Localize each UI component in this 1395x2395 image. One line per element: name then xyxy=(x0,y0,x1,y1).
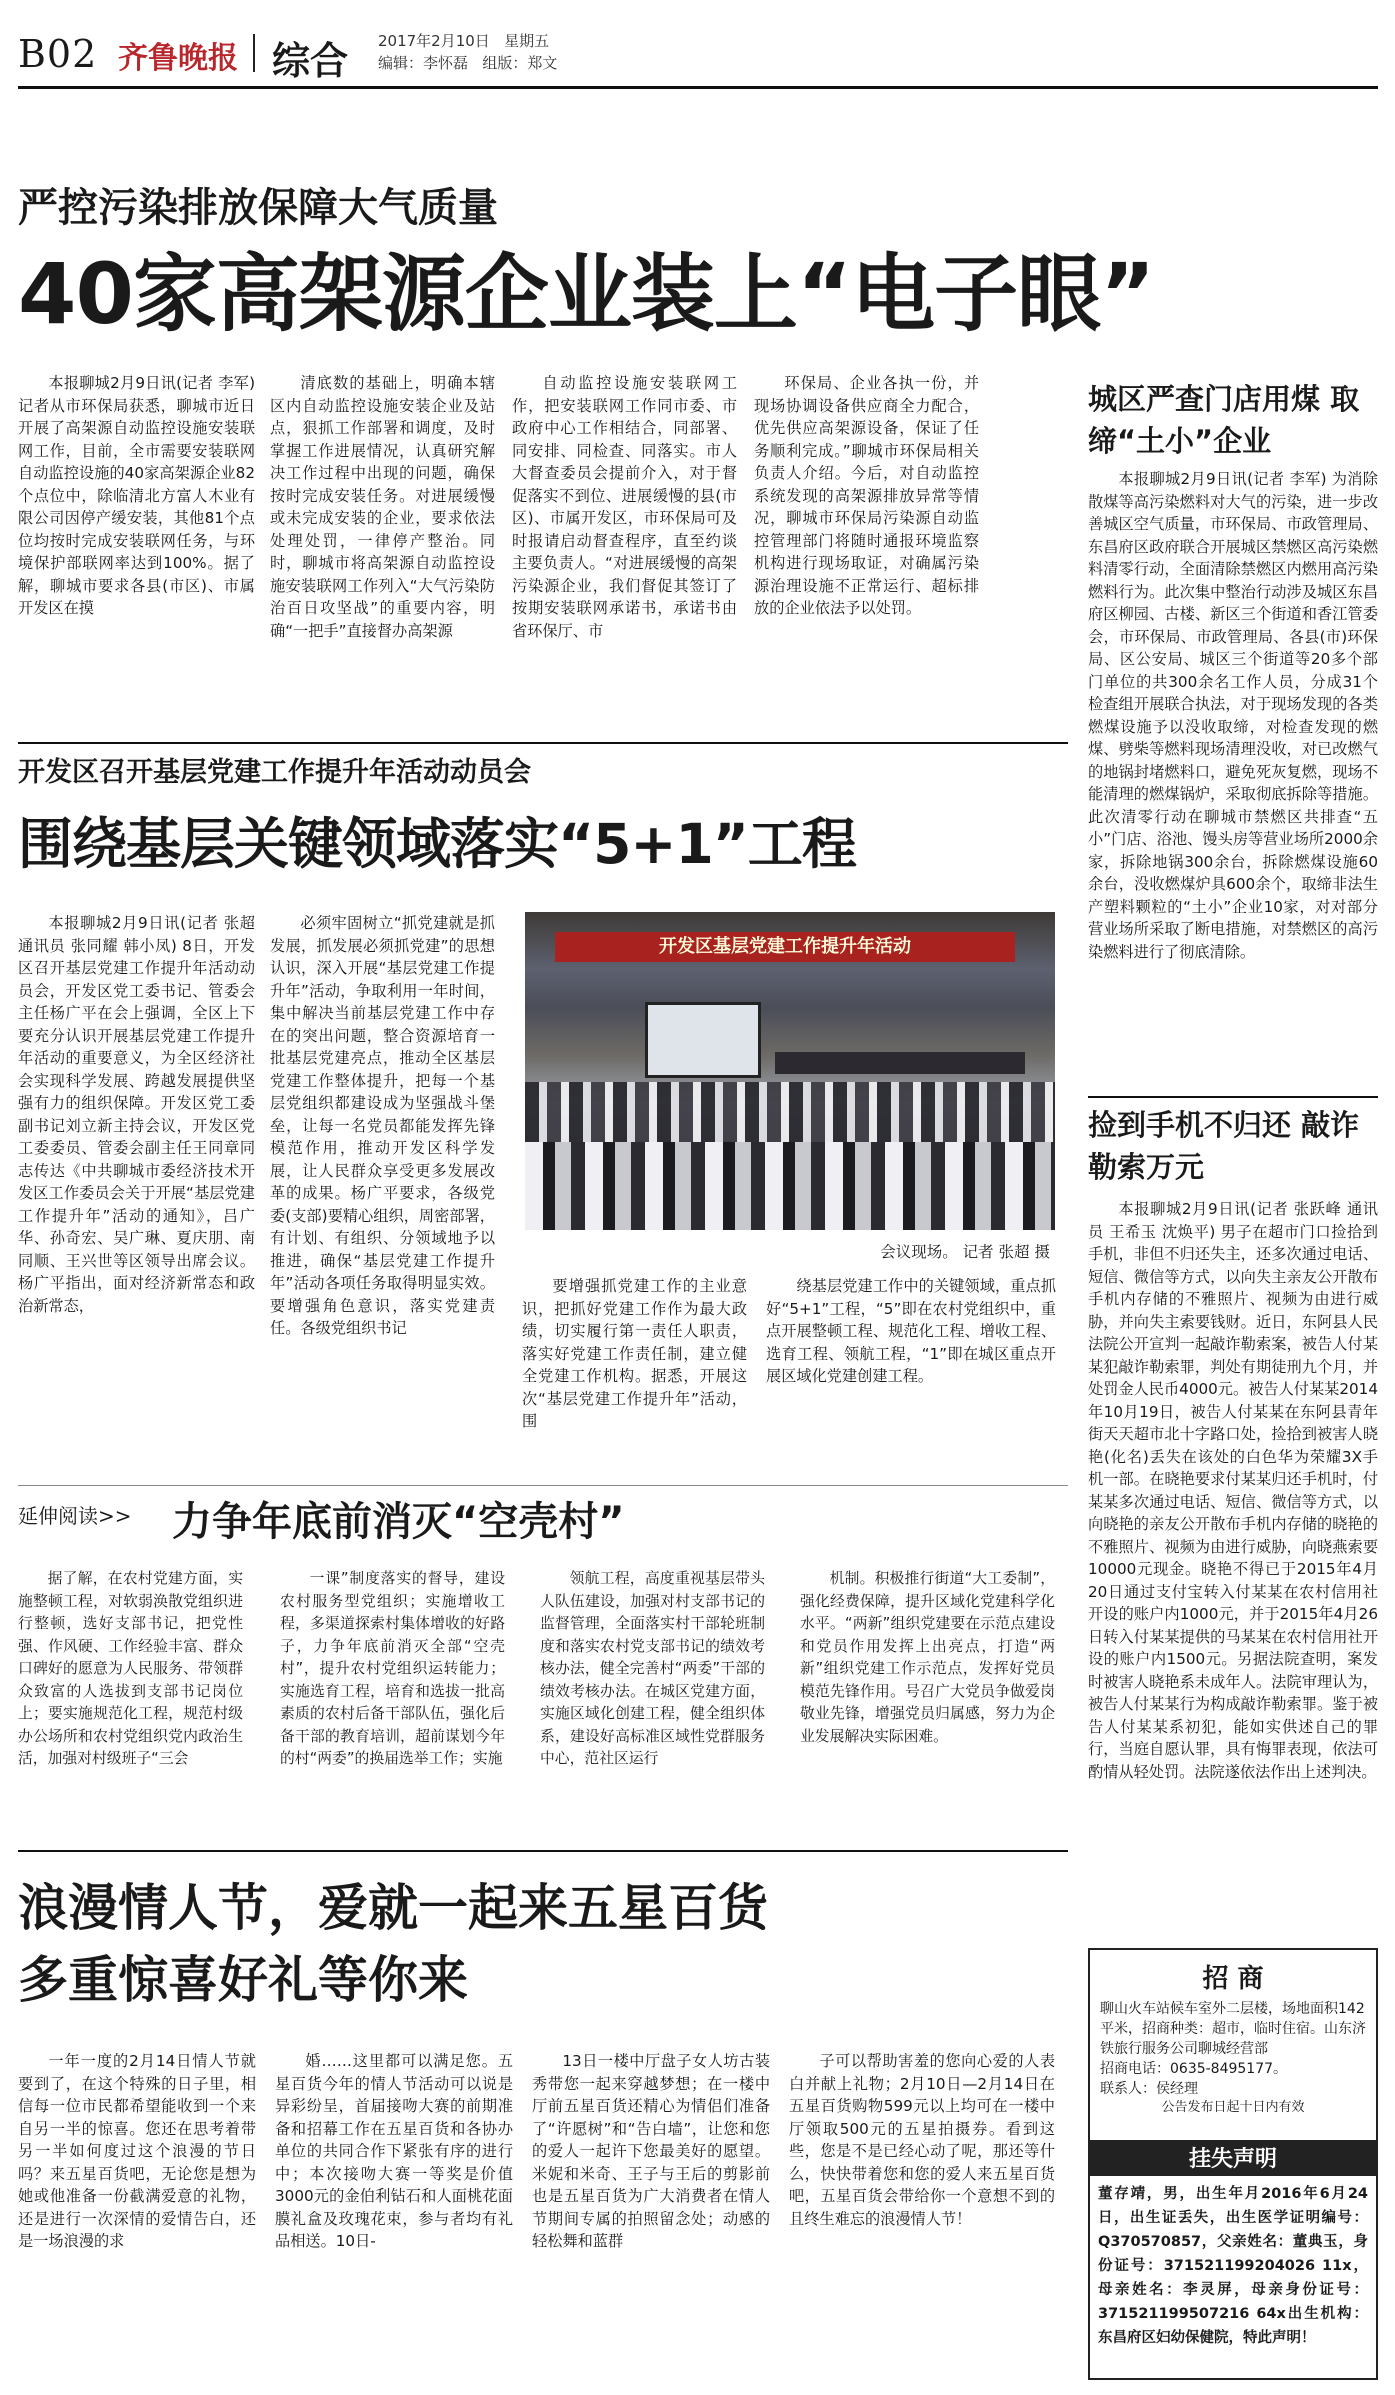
newspaper-name: 齐鲁晚报 xyxy=(118,41,238,76)
classified-note: 公告发布日起十日内有效 xyxy=(1161,2100,1305,2115)
article1-column-1 xyxy=(18,372,255,732)
article3-column-2 xyxy=(280,1568,505,1838)
article2-column-3 xyxy=(522,1275,747,1475)
photo-screen xyxy=(645,1002,761,1078)
article3-column-1 xyxy=(18,1568,243,1838)
article3-col2-text: 一课”制度落实的督导，建设农村服务型党组织；实施增收工程，多渠道探索村集体增收的好路子，力争年底前消灭全部“空壳村”，提升农村党组织运转能力；实施选育工程，培育和选拔一批高素质的农村后备干部队伍，强化后备干部的教育培训，超前谋划今年的村“两委”的换届选举工作；实施 xyxy=(280,1570,505,1767)
classified-body: 聊山火车站候车室外二层楼，场地面积142平米，招商种类：超市，临时住宿。山东济铁旅行服务公司聊城经营部 xyxy=(1100,2001,1366,2057)
article1-column-4 xyxy=(754,372,979,732)
extended-reading-label: 延伸阅读>> xyxy=(18,1504,132,1528)
article3-column-3 xyxy=(540,1568,765,1838)
ad-col3-text: 13日一楼中厅盘子女人坊古装秀带您一起来穿越梦想；在一楼中厅前五星百货还精心为情侣们准备了“许愿树”和“告白墙”，让您和您的爱人一起许下您最美好的愿望。米妮和米奇、王子与王后的剪影前也是五星百货为广大消费者在情人节期间专属的拍照留念处；动感的轻松舞和蓝群 xyxy=(532,2052,770,2250)
notice-body: 董存靖，男，出生年月2016年6月24日，出生证丢失，出生医学证明编号：Q370570857，父亲姓名：董典玉，身份证号：371521199204026 11x，母亲姓名：李灵屏，母亲身份证号：371521199507216 64x出生机构：东昌府区妇幼保健院，特此声明！ xyxy=(1098,2186,1368,2346)
article3-col4-text: 机制。积极推行街道“大工委制”，强化经费保障，提升区域化党建科学化水平。“两新”组织党建要在示范点建设和党员作用发挥上出亮点，打造“两新”组织党建工作示范点，发挥好党员模范先锋作用。号召广大党员争做爱岗敬业先锋，增强党员归属感，努力为企业发展解决实际困难。 xyxy=(800,1570,1055,1745)
article1-headline: 40家高架源企业装上“电子眼” xyxy=(18,245,1155,343)
article1-column-3 xyxy=(512,372,737,732)
meeting-photo xyxy=(525,912,1055,1230)
ad-headline-2: 多重惊喜好礼等你来 xyxy=(18,1951,468,2009)
ad-col4-text: 子可以帮助害羞的您向心爱的人表白并献上礼物；2月10日—2月14日在五星百货购物599元以上均可在一楼中厅领取500元的五星拍摄券。看到这些，您是不是已经心动了呢，那还等什么，快快带着您和您的爱人来五星百货吧，五星百货会带给你一个意想不到的且终生难忘的浪漫情人节！ xyxy=(789,2052,1055,2228)
ad-column-4 xyxy=(789,2050,1055,2380)
article2-column-1 xyxy=(18,912,255,1477)
sidebar2-body xyxy=(1088,1198,1378,1938)
weekday-text: 星期五 xyxy=(504,32,550,50)
sidebar2-body-text: 本报聊城2月9日讯(记者 张跃峰 通讯员 王希玉 沈焕平) 男子在超市门口捡拾到手机，非但不归还失主，还多次通过电话、短信、微信等方式，以向失主亲友公开散布手机内存储的不雅照片、视频为由进行威胁，并向失主索要钱财。近日，东阿县人民法院公开宣判一起敲诈勒索案，被告人付某某犯敲诈勒索罪，判处有期徒刑九个月，并处罚金人民币4000元。被告人付某某2014年10月19日，被告人付某某在东阿县青年街天天超市北十字路口处，捡拾到被害人晓艳(化名)丢失在该处的白色华为荣耀3X手机一部。在晓艳要求付某某归还手机时，付某某多次通过电话、短信、微信等方式，以向晓艳的亲友公开散布手机内存储的晓艳的不雅照片、视频为由进行威胁，向晓燕索要10000元现金。晓艳不得已于2015年4月20日通过支付宝转入付某某在农村信用社开设的账户内1000元，并于2015年4月26日转入付某某提供的马某某在农村信用社开设的账户内1500元。另据法院查明，案发时被害人晓艳系未成年人。法院审理认为，被告人付某某行为构成敲诈勒索罪。鉴于被告人付某某系初犯，能如实供述自己的罪行，当庭自愿认罪，具有悔罪表现，依法可酌情从轻处罚。法院遂依法作出上述判决。 xyxy=(1088,1200,1378,1781)
photo-audience-front xyxy=(525,1142,1055,1230)
article1-col4-text: 环保局、企业各执一份，并现场协调设备供应商全力配合，优先供应高架源设备，保证了任务顺利完成。”聊城市环保局相关负责人介绍。今后，对自动监控系统发现的高架源排放异常等情况，聊城市环保局污染源自动监控管理部门将随时通报环境监察机构进行现场取证，对确属污染源治理设施不正常运行、超标排放的企业依法予以处罚。 xyxy=(754,374,979,617)
classified-phone: 招商电话：0635-8495177。 xyxy=(1100,2061,1288,2077)
article2-col2-text: 必须牢固树立“抓党建就是抓发展，抓发展必须抓党建”的思想认识，深入开展“基层党建工作提升年”活动，争取利用一年时间，集中解决当前基层党建工作中存在的突出问题，整合资源培育一批基层党建亮点，推动全区基层党建工作整体提升，把每一个基层党组织都建设成为坚强战斗堡垒，让每一名党员都能发挥先锋模范作用，推动开发区科学发展，让人民群众享受更多发展改革的成果。杨广平要求，各级党委(支部)要精心组织，周密部署，有计划、有组织、分领域地予以推进，确保“基层党建工作提升年”活动各项任务取得明显实效。要增强角色意识，落实党建责任。各级党组织书记 xyxy=(270,914,495,1337)
page-number: B02 xyxy=(18,32,98,76)
sidebar1-body xyxy=(1088,468,1378,1092)
notice-title: 挂失声明 xyxy=(1090,2144,1376,2176)
article1-kicker: 严控污染排放保障大气质量 xyxy=(18,185,498,231)
article2-column-4 xyxy=(766,1275,1056,1475)
article3-headline: 力争年底前消灭“空壳村” xyxy=(172,1499,625,1545)
photo-caption: 会议现场。 记者 张超 摄 xyxy=(880,1243,1050,1261)
header-divider xyxy=(253,34,255,72)
article2-col1-text: 本报聊城2月9日讯(记者 张超 通讯员 张同耀 韩小凤) 8日，开发区召开基层党建工作提升年活动动员会，开发区党工委书记、管委会主任杨广平在会上强调，全区上下要充分认识开展基层党建工作提升年活动的重要意义，为全区经济社会实现科学发展、跨越发展提供坚强有力的组织保障。开发区党工委副书记刘立新主持会议，开发区党工委委员、管委会副主任王同章同志传达《中共聊城市委经济技术开发区工作委员会关于开展“基层党建工作提升年”活动的通知》，吕广华、孙奇宏、吴广琳、夏庆朋、南同顺、王兴世等区领导出席会议。杨广平指出，面对经济新常态和政治新常态， xyxy=(18,914,255,1315)
article3-col3-text: 领航工程，高度重视基层带头人队伍建设，加强对村支部书记的监督管理，全面落实村干部轮班制度和落实农村党支部书记的绩效考核办法，健全完善村“两委”干部的绩效考核办法。在城区党建方面，实施区域化创建工程，健全组织体系，建设好高标准区域性党群服务中心，范社区运行 xyxy=(540,1570,765,1767)
editor-credit: 编辑：李怀磊 xyxy=(378,54,469,72)
article2-headline: 围绕基层关键领域落实“5+1”工程 xyxy=(18,812,856,876)
classified-box xyxy=(1088,1948,1378,2142)
article2-col3-text: 要增强抓党建工作的主业意识，把抓好党建工作作为最大政绩，切实履行第一责任人职责，落实好党建工作责任制，建立健全党建工作机构。据悉，开展这次“基层党建工作提升年”活动，围 xyxy=(522,1277,747,1430)
ad-top-rule xyxy=(18,1850,1068,1852)
article1-column-2 xyxy=(270,372,495,732)
ad-headline-1: 浪漫情人节，爱就一起来五星百货 xyxy=(18,1879,768,1937)
ad-col2-text: 婚……这里都可以满足您。五星百货今年的情人节活动可以说是异彩纷呈，首届接吻大赛的前期准备和招幕工作在五星百货和各协办单位的共同合作下紧张有序的进行中；本次接吻大赛一等奖是价值3000元的金伯利钻石和人面桃花面膜礼盒及玫瑰花束，参与者均有礼品相送。10日- xyxy=(275,2052,513,2250)
article1-col3-text: 自动监控设施安装联网工作，把安装联网工作同市委、市政府中心工作相结合，同部署、同安排、同检查、同落实。市人大督查委员会提前介入，对于督促落实不到位、进展缓慢的县(市区)、市属开发区，市环保局可及时报请启动督查程序，直至约谈主要负责人。“对进展缓慢的高架污染源企业，我们督促其签订了按期安装联网承诺书，承诺书由省环保厅、市 xyxy=(512,374,737,640)
section-name: 综合 xyxy=(272,38,349,83)
article3-top-rule xyxy=(18,1485,1068,1486)
article3-col1-text: 据了解，在农村党建方面，实施整顿工程，对软弱涣散党组织进行整顿，选好支部书记，把党性强、作风硬、工作经验丰富、群众口碑好的愿意为人民服务、带领群众致富的人选拔到支部书记岗位上；要实施规范化工程，规范村级办公场所和农村党组织党内政治生活，加强对村级班子“三会 xyxy=(18,1570,243,1767)
ad-col1-text: 一年一度的2月14日情人节就要到了，在这个特殊的日子里，相信每一位市民都希望能收到一个来自另一半的惊喜。您还在思考着带另一半如何度过这个浪漫的节日吗？来五星百货吧，无论您是想为她或他准备一份截满爱意的礼物，还是进行一次深情的爱情告白，还是一场浪漫的求 xyxy=(18,2052,256,2250)
ad-column-2 xyxy=(275,2050,513,2380)
article2-column-2 xyxy=(270,912,495,1477)
sidebar1-headline: 城区严查门店用煤 取缔“土小”企业 xyxy=(1088,382,1360,458)
article2-kicker: 开发区召开基层党建工作提升年活动动员会 xyxy=(18,757,531,788)
classified-title: 招 商 xyxy=(1202,1964,1264,1994)
article2-top-rule xyxy=(18,742,1068,744)
article1-col1-text: 本报聊城2月9日讯(记者 李军) 记者从市环保局获悉，聊城市近日开展了高架源自动监控设施安装联网工作，目前，全市需要安装联网自动监控设施的40家高架源企业82个点位中，除临清北方富人木业有限公司因停产缓安装，其他81个点位均按时完成安装联网任务，与环境保护部联网率达到100%。据了解，聊城市要求各县(市区)、市属开发区在摸 xyxy=(18,374,255,617)
layout-credit: 组版：郑文 xyxy=(482,54,558,72)
photo-banner: 开发区基层党建工作提升年活动 xyxy=(555,932,1015,962)
sidebar2-headline: 捡到手机不归还 敲诈勒索万元 xyxy=(1088,1108,1360,1184)
notice-box xyxy=(1088,2142,1378,2380)
article1-col2-text: 清底数的基础上，明确本辖区内自动监控设施安装企业及站点，狠抓工作部署和调度，及时掌握工作进展情况，认真研究解决工作过程中出现的问题，确保按时完成安装任务。对进展缓慢或未完成安装的企业，要求依法处理处罚，一律停产整治。同时，聊城市将高架源自动监控设施安装联网工作列入“大气污染防治百日攻坚战”的重要内容，明确“一把手”直接督办高架源 xyxy=(270,374,495,640)
header-rule xyxy=(18,86,1378,89)
ad-column-3 xyxy=(532,2050,770,2380)
ad-column-1 xyxy=(18,2050,256,2380)
sidebar-divider-1 xyxy=(1088,1096,1378,1098)
date-text: 2017年2月10日 xyxy=(378,32,490,50)
article2-col4-text: 绕基层党建工作中的关键领域，重点抓好“5+1”工程，“5”即在农村党组织中，重点开展整顿工程、规范化工程、增收工程、选育工程、领航工程，“1”即在城区重点开展区域化党建创建工程。 xyxy=(766,1277,1056,1385)
sidebar1-body-text: 本报聊城2月9日讯(记者 李军) 为消除散煤等高污染燃料对大气的污染，进一步改善城区空气质量，市环保局、市政管理局、东昌府区政府联合开展城区禁燃区高污染燃料清零行动，全面清除禁燃区内燃用高污染燃料行为。此次集中整治行动涉及城区东昌府区柳园、古楼、新区三个街道和香江管委会，市环保局、市政管理局、各县(市)环保局、区公安局、城区三个街道等20多个部门单位的共300余名工作人员，分成31个检查组开展联合执法，对于现场发现的各类燃煤设施予以没收取缔，对检查发现的燃煤、劈柴等燃料现场清理没收，对已改燃气的地锅封堵燃料口，避免死灰复燃，现场不能清理的燃煤锅炉，采取彻底拆除等措施。此次清零行动在聊城市禁燃区共排查“五小”门店、浴池、馒头房等营业场所2000余家，拆除地锅300余台，拆除燃煤设施60余台，没收燃煤炉具600余个，取缔非法生产塑料颗粒的“土小”企业10家，对对部分营业场所采取了断电措施，对禁燃区的高污染燃料进行了彻底清除。 xyxy=(1088,470,1378,961)
photo-stage xyxy=(775,1052,1025,1074)
classified-contact: 联系人：侯经理 xyxy=(1100,2081,1198,2097)
staff-credits xyxy=(378,52,557,73)
article3-column-4 xyxy=(800,1568,1055,1838)
issue-date xyxy=(378,30,549,51)
